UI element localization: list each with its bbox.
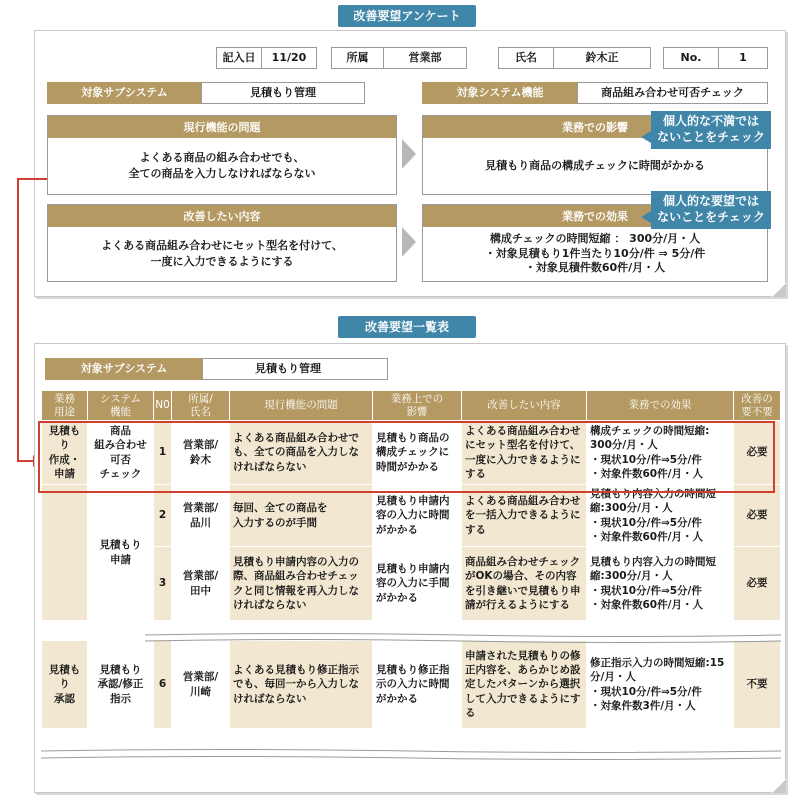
survey-title: 改善要望アンケート [338,5,476,27]
effect-header: 業務での効果 [423,205,767,227]
row-impact: 見積もり商品の構成チェックに時間がかかる [373,421,462,485]
row-no: 2 [154,485,172,547]
col-improve: 改善したい内容 [462,391,587,421]
col-dept: 所属/ 氏名 [172,391,230,421]
date-label: 記入日 [216,47,262,69]
row-effect: 構成チェックの時間短縮: 300分/月・人 ・現状10分/件⇒5分/件 ・対象件数60件/月・人 [587,421,734,485]
row-need: 必要 [734,421,781,485]
break-line-bottom [41,748,781,762]
row-dept: 営業部/ 鈴木 [172,421,230,485]
row-dept: 営業部/ 田中 [172,547,230,621]
row-need: 必要 [734,485,781,547]
function-value: 商品組み合わせ可否チェック [577,82,768,104]
col-func: システム 機能 [88,391,154,421]
subsystem-value: 見積もり管理 [201,82,365,104]
dept-value: 営業部 [383,47,467,69]
row-dept: 営業部/ 品川 [172,485,230,547]
row-improve: よくある商品組み合わせを一括入力できるようにする [462,485,587,547]
current-problem-header: 現行機能の問題 [48,116,396,138]
row-use: 見積もり 作成・ 申請 [42,421,88,485]
function-label: 対象システム機能 [422,82,578,104]
row-no: 1 [154,421,172,485]
connector-line [17,178,19,461]
connector-line-top [17,178,47,180]
effect-text: 構成チェックの時間短縮 ： 300分/月・人 ・対象見積もり1件当たり10分/件 ⇒ 5分/件 ・対象見積件数60件/月・人 [484,231,706,275]
row-impact: 見積もり修正指示の入力に時間がかかる [373,641,462,729]
row-dept: 営業部/ 川崎 [172,641,230,729]
row-effect: 修正指示入力の時間短縮:15分/月・人 ・現状10分/件⇒5分/件 ・対象件数3件/月・人 [587,641,734,729]
note-request: 個人的な要望では ないことをチェック [651,191,771,229]
col-effect: 業務での効果 [587,391,734,421]
arrow-icon [402,139,416,169]
row-impact: 見積もり申請内容の入力に手間がかかる [373,547,462,621]
list-title: 改善要望一覧表 [338,316,476,338]
row-problem: よくある見積もり修正指示でも、毎回一から入力しなければならない [230,641,373,729]
no-value: 1 [718,47,768,69]
row-need: 不要 [734,641,781,729]
row-effect: 見積もり内容入力の時間短縮:300分/月・人 ・現状10分/件⇒5分/件 ・対象件数60件/月・人 [587,485,734,547]
list-subsystem-value: 見積もり管理 [202,358,388,380]
row-use: 見積もり 承認 [42,641,88,729]
improve-header: 改善したい内容 [48,205,396,227]
highlight-row-frame [38,421,775,493]
row-need: 必要 [734,547,781,621]
improve-text: よくある商品組み合わせにセット型名を付けて、 一度に入力できるようにする [101,239,343,268]
row-impact: 見積もり申請内容の入力に時間がかかる [373,485,462,547]
row-improve: よくある商品組み合わせにセット型名を付けて、一度に入力できるようにする [462,421,587,485]
arrow-icon [402,227,416,257]
list-card [34,343,786,793]
impact-header: 業務での影響 [423,116,767,138]
break-line-top [145,632,781,644]
date-value: 11/20 [261,47,317,69]
col-no: N0 [154,391,172,421]
table-header-row [42,391,781,421]
note-dissatisfaction: 個人的な不満では ないことをチェック [651,111,771,149]
row-use-empty [42,485,88,621]
dept-label: 所属 [331,47,384,69]
row-func: 見積もり 承認/修正 指示 [88,641,154,729]
row-no: 3 [154,547,172,621]
no-label: No. [663,47,719,69]
row-func: 見積もり 申請 [88,485,154,621]
current-problem-text: よくある商品の組み合わせでも、 全ての商品を入力しなければならない [128,151,316,180]
impact-text: 見積もり商品の構成チェックに時間がかかる [485,159,705,173]
row-improve: 商品組み合わせチェックがOKの場合、その内容を引き継いで見積もり申請が行えるようにする [462,547,587,621]
table-row [42,641,781,729]
col-problem: 現行機能の問題 [230,391,373,421]
row-func: 商品 組み合わせ 可否 チェック [88,421,154,485]
row-no: 6 [154,641,172,729]
name-value: 鈴木正 [553,47,651,69]
col-use: 業務 用途 [42,391,88,421]
col-need: 改善の 要不要 [734,391,781,421]
row-problem: よくある商品組み合わせでも、全ての商品を入力しなければならない [230,421,373,485]
col-impact: 業務上での 影響 [373,391,462,421]
improve-box [47,204,397,282]
survey-card [34,30,786,297]
row-problem: 見積もり申請内容の入力の際、商品組み合わせチェックと同じ情報を再入力しなければならない [230,547,373,621]
list-subsystem-label: 対象サブシステム [45,358,203,380]
name-label: 氏名 [498,47,554,69]
subsystem-label: 対象サブシステム [47,82,202,104]
table-row [42,485,781,547]
row-problem: 毎回、全ての商品を 入力するのが手間 [230,485,373,547]
current-problem-box [47,115,397,195]
row-effect: 見積もり内容入力の時間短縮:300分/月・人 ・現状10分/件⇒5分/件 ・対象件数60件/月・人 [587,547,734,621]
row-improve: 申請された見積もりの修正内容を、あらかじめ設定したパターンから選択して入力できるようにする [462,641,587,729]
